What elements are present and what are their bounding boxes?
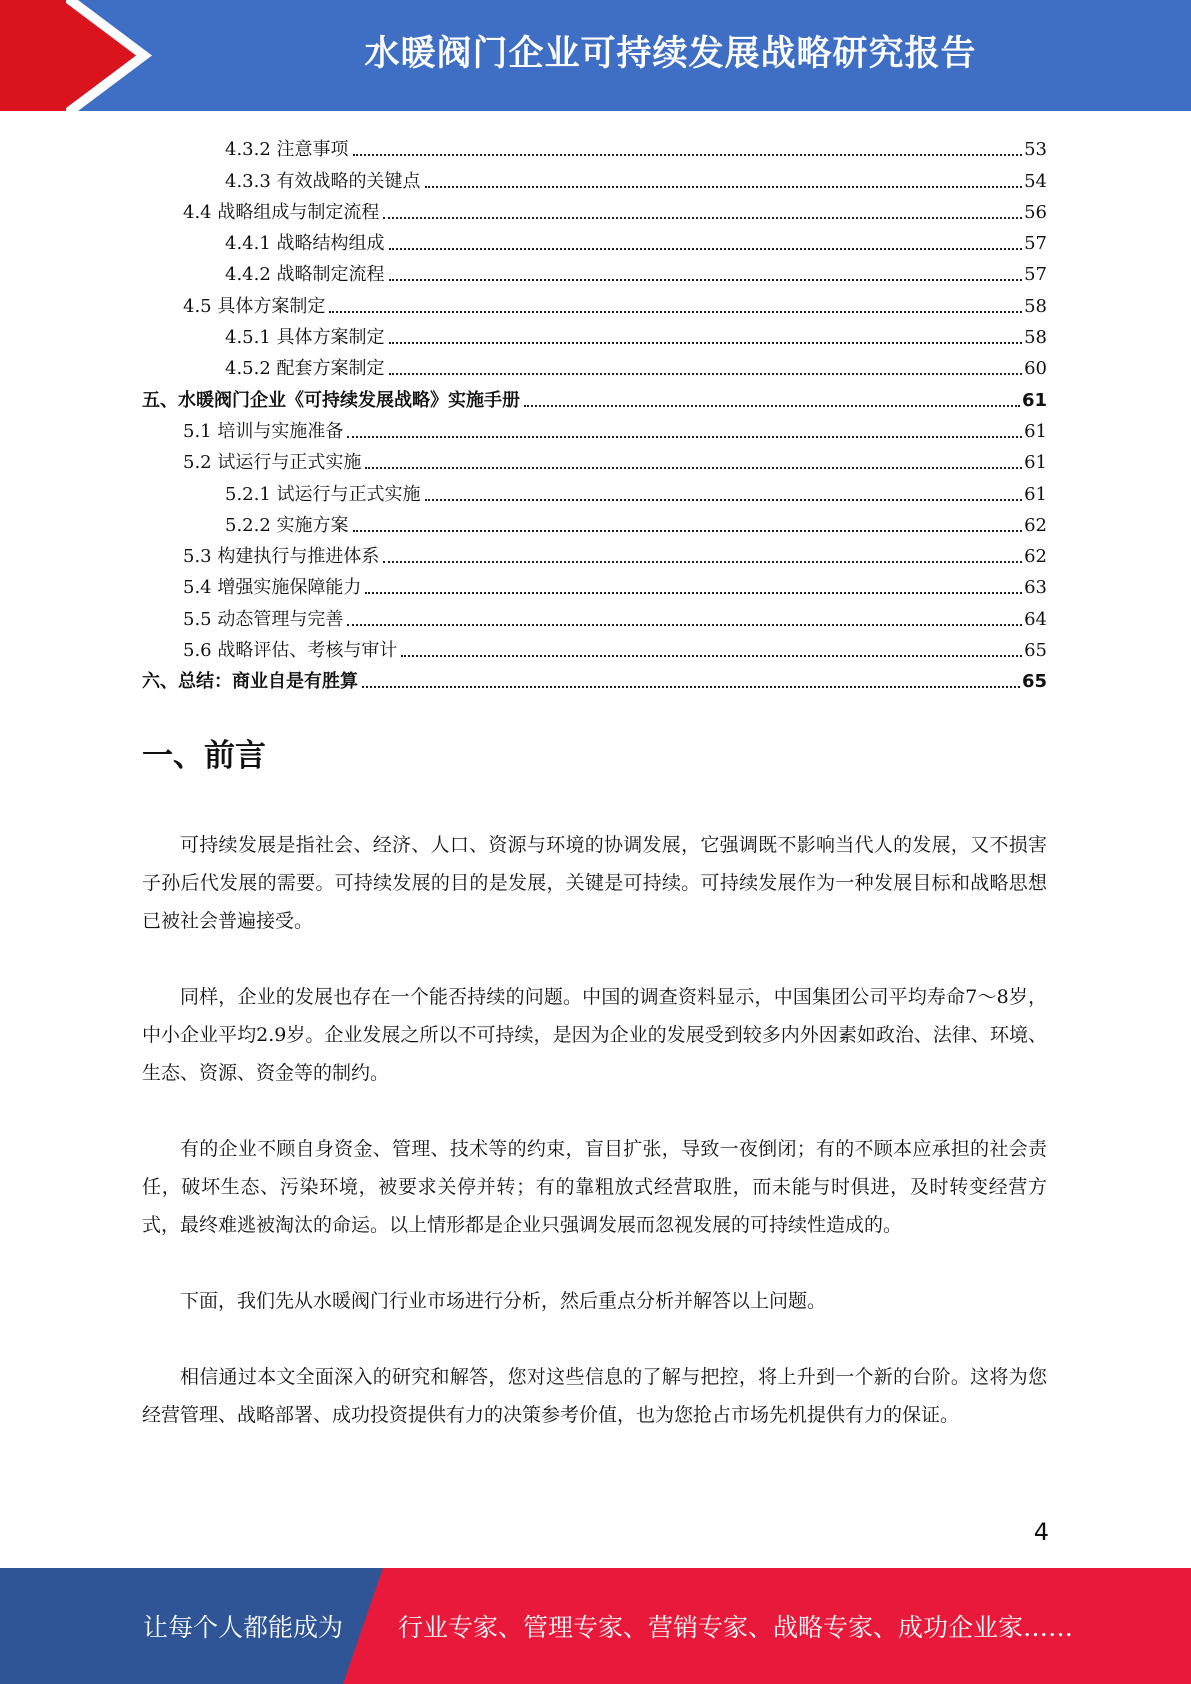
toc-leader-dots	[383, 217, 1022, 219]
toc-leader-dots	[347, 436, 1022, 438]
toc-entry-page: 62	[1024, 546, 1047, 568]
header-chevron-icon	[66, 0, 152, 111]
toc-entry-page: 58	[1024, 327, 1047, 349]
toc-entry[interactable]	[142, 255, 1047, 286]
toc-entry-label: 4.3.2 注意事项	[225, 139, 353, 161]
header-red-block	[0, 0, 66, 111]
toc-leader-dots	[353, 530, 1023, 532]
toc-entry-page: 62	[1024, 514, 1047, 536]
toc-entry[interactable]	[142, 412, 1047, 443]
toc-entry-page: 61	[1024, 483, 1047, 505]
toc-entry[interactable]	[142, 631, 1047, 662]
footer-banner	[0, 1568, 1191, 1684]
paragraph: 相信通过本文全面深入的研究和解答，您对这些信息的了解与把控，将上升到一个新的台阶。这将为您经营管理、战略部署、成功投资提供有力的决策参考价值，也为您抢占市场先机提供有力的保证。	[142, 1366, 1047, 1426]
toc-leader-dots	[362, 686, 1020, 688]
toc-entry-label: 5.5 动态管理与完善	[183, 609, 347, 631]
toc-entry[interactable]	[142, 537, 1047, 568]
toc-entry-label: 六、总结：商业自是有胜算	[142, 671, 362, 693]
toc-entry[interactable]	[142, 161, 1047, 192]
report-title: 水暖阀门企业可持续发展战略研究报告	[364, 34, 977, 74]
toc-entry[interactable]	[142, 443, 1047, 474]
toc-entry-label: 4.3.3 有效战略的关键点	[225, 171, 425, 193]
toc-entry-page: 54	[1024, 170, 1047, 192]
toc-entry-page: 61	[1021, 389, 1047, 411]
toc-entry[interactable]	[142, 130, 1047, 161]
header-banner	[0, 0, 1191, 111]
toc-leader-dots	[389, 373, 1023, 375]
toc-leader-dots	[353, 154, 1023, 156]
toc-entry-label: 4.5 具体方案制定	[183, 296, 329, 318]
toc-entry[interactable]	[142, 193, 1047, 224]
toc-entry[interactable]	[142, 380, 1047, 411]
toc-entry-label: 4.5.1 具体方案制定	[225, 327, 389, 349]
paragraph: 同样，企业的发展也存在一个能否持续的问题。中国的调查资料显示，中国集团公司平均寿命7～8岁，中小企业平均2.9岁。企业发展之所以不可持续，是因为企业的发展受到较多内外因素如政治、法律、环境、生态、资源、资金等的制约。	[142, 986, 1047, 1084]
toc-entry[interactable]	[142, 286, 1047, 317]
toc-entry-label: 5.1 培训与实施准备	[183, 421, 347, 443]
toc-leader-dots	[425, 499, 1023, 501]
toc-entry-page: 63	[1024, 577, 1047, 599]
toc-leader-dots	[365, 592, 1022, 594]
toc-entry-label: 5.3 构建执行与推进体系	[183, 546, 383, 568]
toc-entry-label: 4.4.2 战略制定流程	[225, 264, 389, 286]
toc-entry[interactable]	[142, 599, 1047, 630]
footer-slogan-left: 让每个人都能成为	[143, 1613, 344, 1642]
section-title: 一、前言	[142, 738, 266, 774]
toc-entry-page: 58	[1024, 295, 1047, 317]
paragraph: 可持续发展是指社会、经济、人口、资源与环境的协调发展，它强调既不影响当代人的发展，又不损害子孙后代发展的需要。可持续发展的目的是发展，关键是可持续。可持续发展作为一种发展目标和战略思想已被社会普遍接受。	[142, 834, 1047, 932]
toc-leader-dots	[401, 655, 1022, 657]
toc-leader-dots	[389, 342, 1023, 344]
toc-leader-dots	[425, 186, 1023, 188]
toc-entry-label: 5.6 战略评估、考核与审计	[183, 640, 401, 662]
toc-entry[interactable]	[142, 662, 1047, 693]
toc-leader-dots	[383, 561, 1022, 563]
toc-entry-label: 五、水暖阀门企业《可持续发展战略》实施手册	[142, 390, 524, 412]
footer-slogan-right: 行业专家、管理专家、营销专家、战略专家、成功企业家……	[398, 1613, 1074, 1642]
toc-entry-page: 60	[1024, 358, 1047, 380]
toc-entry-page: 65	[1024, 640, 1047, 662]
section-body	[142, 826, 1047, 1472]
toc-entry-page: 64	[1024, 608, 1047, 630]
toc-leader-dots	[347, 624, 1022, 626]
toc-entry-label: 4.4.1 战略结构组成	[225, 233, 389, 255]
toc-leader-dots	[389, 279, 1023, 281]
toc-entry-page: 61	[1024, 420, 1047, 442]
toc-entry[interactable]	[142, 224, 1047, 255]
toc-leader-dots	[329, 311, 1022, 313]
toc-leader-dots	[389, 248, 1023, 250]
toc-entry-page: 57	[1024, 264, 1047, 286]
paragraph: 下面，我们先从水暖阀门行业市场进行分析，然后重点分析并解答以上问题。	[180, 1290, 827, 1312]
toc-entry-label: 4.5.2 配套方案制定	[225, 358, 389, 380]
toc-entry-label: 5.2 试运行与正式实施	[183, 452, 365, 474]
toc-entry-page: 61	[1024, 452, 1047, 474]
table-of-contents	[142, 130, 1047, 693]
paragraph: 有的企业不顾自身资金、管理、技术等的约束，盲目扩张，导致一夜倒闭；有的不顾本应承担的社会责任，破坏生态、污染环境，被要求关停并转；有的靠粗放式经营取胜，而未能与时俱进，及时转变经营方式，最终难逃被淘汰的命运。以上情形都是企业只强调发展而忽视发展的可持续性造成的。	[142, 1138, 1047, 1236]
toc-leader-dots	[524, 405, 1020, 407]
toc-entry-label: 5.4 增强实施保障能力	[183, 577, 365, 599]
toc-entry[interactable]	[142, 474, 1047, 505]
toc-entry[interactable]	[142, 349, 1047, 380]
toc-entry-page: 53	[1024, 139, 1047, 161]
toc-entry[interactable]	[142, 568, 1047, 599]
toc-leader-dots	[365, 467, 1022, 469]
toc-entry-label: 4.4 战略组成与制定流程	[183, 202, 383, 224]
page-number: 4	[1033, 1518, 1049, 1546]
toc-entry-page: 57	[1024, 233, 1047, 255]
toc-entry-page: 65	[1021, 671, 1047, 693]
toc-entry-label: 5.2.2 实施方案	[225, 515, 353, 537]
toc-entry-label: 5.2.1 试运行与正式实施	[225, 484, 425, 506]
toc-entry[interactable]	[142, 506, 1047, 537]
toc-entry-page: 56	[1024, 201, 1047, 223]
toc-entry[interactable]	[142, 318, 1047, 349]
